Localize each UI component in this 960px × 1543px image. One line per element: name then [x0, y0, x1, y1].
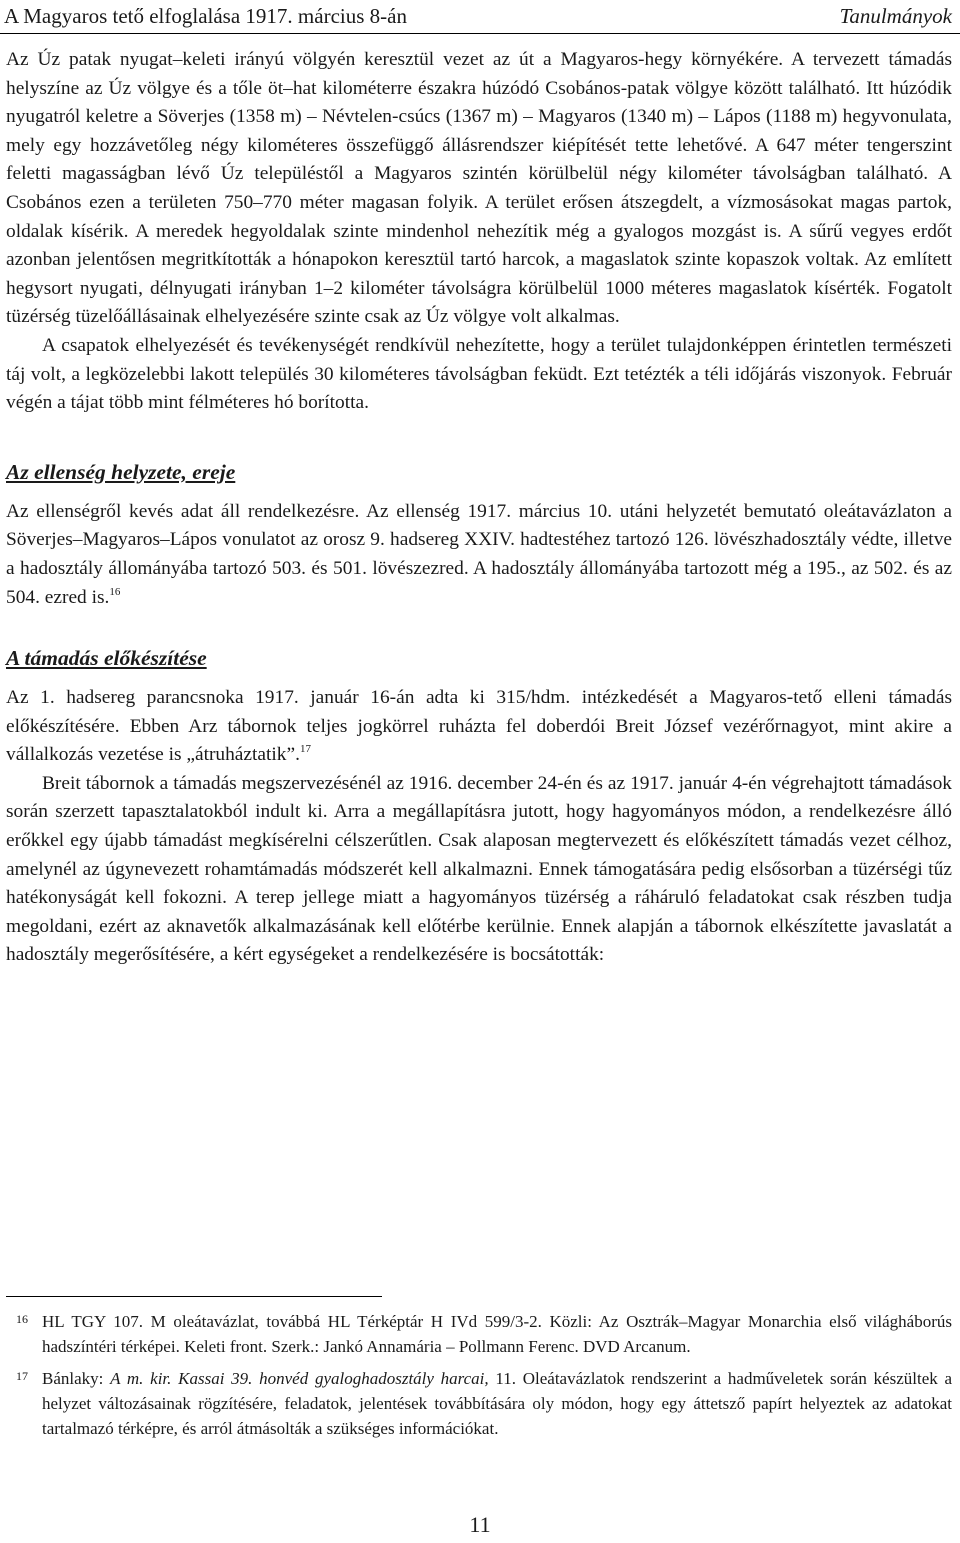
- page-number: 11: [469, 1512, 491, 1537]
- body-paragraph: A csapatok elhelyezését és tevékenységét rendkívül nehezítette, hogy a terület tulajdonképpen érintetlen természeti táj volt, a legközelebbi lakott település 30 kilométeres távolságban feküdt. Ezt tetézték a téli időjárás viszonyok. Február végén a tájat több mint félméteres hó borította.: [6, 334, 952, 414]
- footnote-ref[interactable]: 16: [109, 585, 121, 598]
- footnote-17: [6, 1366, 952, 1442]
- footnote-text-post: 11. Oleátavázlatok rendszerint a hadműveletek során készültek a helyzet változásainak rögzítésére, feladatok, jelentések továbbítására oly módon, hogy egy áttetsző papírt helyeztek az adatokat tartalmazó térképre, és arról átmásolták a szükséges információkat.: [42, 1368, 953, 1439]
- body-paragraph-text: Az 1. hadsereg parancsnoka 1917. január 16-án adta ki 315/hdm. intézkedését a Magyaros-tető elleni támadás előkészítésére. Ebben Arz tábornok teljes jogkörrel ruházta fel doberdói Breit József vezérőrnagyot, mint akire a vállalkozás vezetése is „átruháztatik”.: [6, 687, 952, 766]
- body-paragraph: [6, 684, 952, 770]
- footnote-divider: [6, 1296, 382, 1297]
- body-paragraph: Az Úz patak nyugat–keleti irányú völgyén keresztül vezet az út a Magyaros-hegy környékére. A tervezett támadás helyszíne az Úz völgye és a tőle öt–hat kilométerre északra húzódó Csobános-patak völgye között található. Itt húzódik nyugatról keletre a Söverjes (1358 m) – Névtelen-csúcs (1367 m) – Magyaros (1340 m) – Lápos (1188 m) hegyvonulata, mely egy hozzávetőleg négy kilométeres összefüggő állásrendszer kiépítését tette lehetővé. A 647 méter tengerszint feletti magasságban lévő Úz településtől a Magyaros szintén körülbelül négy kilométer távolságban található. A Csobános ezen a területen 750–770 méter magasan folyik. A terület erősen átszegdelt, a vízmosásokat magas partok, oldalak kísérik. A meredek hegyoldalak szinte mindenhol nehezítik még a gyalogos mozgást is. A sűrű vegyes erdőt azonban jelentősen megritkították a hónapokon keresztül tartó harcok, a magaslatok szinte kopaszok voltak. Az említett hegysort nyugati, délnyugati irányban 1–2 kilométer távolságra körülbelül 1000 méteres magaslatok kísérték. Fogatolt tüzérség tüzelőállásainak elhelyezésére szinte csak az Úz völgye volt alkalmas.: [6, 49, 952, 328]
- running-header-section: Tanulmányok: [839, 4, 952, 28]
- body-paragraph: Breit tábornok a támadás megszervezésénél az 1916. december 24-én és az 1917. január 4-én végrehajtott támadások során szerzett tapasztalatokból indult ki. Arra a megállapításra jutott, hogy hagyományos módon, a rendelkezésre álló erőkkel egy újabb támadást megkísérelni célszerűtlen. Csak alaposan megtervezett és előkészített támadás vezet célhoz, amelynél az úgynevezett rohamtámadás módszerét kell alkalmazni. Ennek támogatására pedig elsősorban a tüzérségi tűz hatékonyságát kell fokozni. A terep jellege miatt a hagyományos tüzérség a ráháruló feladatokat csak részben tudja megoldani, ezért az aknavetők alkalmazásának kell előtérbe kerülnie. Ennek alapján a tábornok elkészítette javaslatát a hadosztály megerősítésére, a kért egységeket a rendelkezésére is bocsátották:: [6, 772, 952, 966]
- footnotes: [6, 1309, 952, 1441]
- footnote-16: [6, 1309, 952, 1360]
- section-heading-enemy: Az ellenség helyzete, ereje: [6, 459, 236, 484]
- running-header: [0, 0, 960, 34]
- footnote-text-italic: A m. kir. Kassai 39. honvéd gyaloghadosztály harcai,: [110, 1368, 489, 1388]
- footnote-ref[interactable]: 17: [299, 743, 311, 756]
- article-body: [6, 46, 952, 970]
- body-paragraph-text: Az ellenségről kevés adat áll rendelkezésre. Az ellenség 1917. március 10. utáni helyzetét bemutató oleátavázlaton a Söverjes–Magyaros–Lápos vonulatot az orosz 9. hadsereg XXIV. hadtestéhez tartozó 126. lövészhadosztály védte, illetve a hadosztály állományába tartozó 503. és 501. lövészezred. A hadosztály állományába tartozott még a 195., az 502. és az 504. ezred is.: [6, 500, 952, 608]
- footnote-number: 16: [16, 1312, 28, 1326]
- footnote-number: 17: [16, 1368, 28, 1383]
- running-header-title: A Magyaros tető elfoglalása 1917. március 8-án: [4, 4, 407, 28]
- footnote-text-pre: Bánlaky:: [42, 1368, 111, 1388]
- footnote-text: HL TGY 107. M oleátavázlat, továbbá HL Térképtár H IVd 599/3-2. Közli: Az Osztrák–Magyar Monarchia első világháborús hadszíntéri térképei. Keleti front. Szerk.: Jankó Annamária – Pollmann Ferenc. DVD Arcanum.: [42, 1312, 952, 1357]
- section-heading-preparation: A támadás előkészítése: [6, 646, 207, 671]
- body-paragraph: [6, 498, 952, 612]
